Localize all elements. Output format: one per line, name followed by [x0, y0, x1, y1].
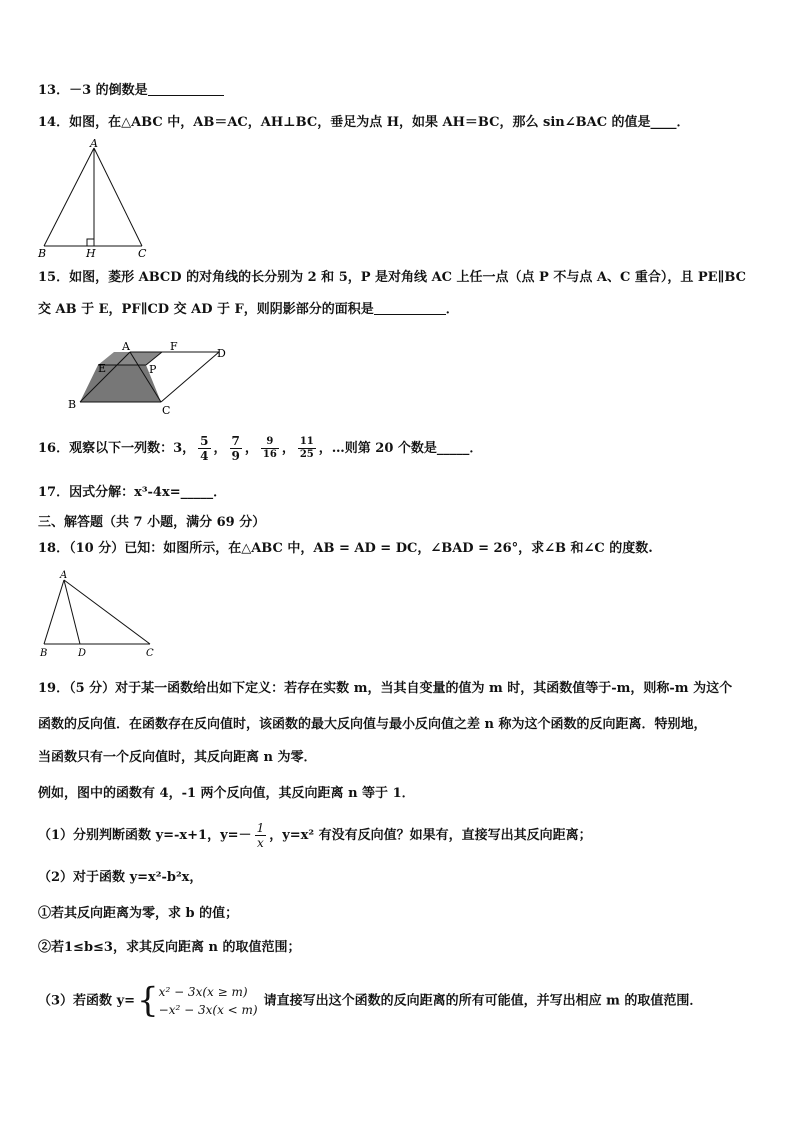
fraction-one-over-x: $\frac{1}{x}$ [256, 821, 265, 850]
answer-blank [148, 83, 224, 96]
question-16-prefix: 16．观察以下一列数：3， [38, 441, 196, 456]
label-b: B [38, 247, 47, 260]
question-15-text-2: 交 AB 于 E，PF∥CD 交 AD 于 F，则阴影部分的面积是 [38, 302, 374, 317]
question-18-text: 18．（10 分）已知：如图所示，在△ABC 中，AB = AD = DC，∠BAD = 26°，求∠B 和∠C 的度数. [38, 541, 653, 556]
label-a: A [90, 138, 98, 150]
question-19-part-1 [38, 818, 592, 854]
part-1-prefix: （1）分别判断函数 y=-x+1，y=－ [38, 828, 252, 843]
question-19-text-4: 例如，图中的函数有 4，-1 两个反向值，其反向距离 n 等于 1． [38, 786, 415, 801]
question-16-suffix: ，…则第 20 个数是_____． [318, 441, 483, 456]
part-3-prefix: （3）若函数 y= [38, 993, 136, 1009]
question-14-text: 14．如图，在△ABC 中，AB＝AC，AH⊥BC，垂足为点 H，如果 AH＝BC，那么 sin∠BAC 的值是____． [38, 115, 690, 130]
question-17 [38, 484, 226, 502]
question-15-line-1 [38, 269, 746, 287]
fraction-4: $\frac{11}{25}$ [299, 436, 314, 460]
question-19-line-3 [38, 749, 317, 767]
piecewise-function: { x² − 3x(x ≥ m) −x² − 3x(x < m) [137, 980, 258, 1021]
question-15-line-2: 交 AB 于 E，PF∥CD 交 AD 于 F，则阴影部分的面积是 ． [38, 302, 459, 317]
question-17-text: 17．因式分解：x³-4x=_____． [38, 485, 227, 500]
label-d: D [217, 347, 226, 360]
fraction-3: $\frac{9}{16}$ [262, 436, 277, 460]
question-18 [38, 540, 653, 558]
question-19-line-2 [38, 716, 707, 734]
figure-14-triangle [34, 138, 154, 260]
question-14 [38, 114, 690, 132]
label-b: B [40, 648, 48, 659]
label-f: F [170, 340, 178, 353]
question-19-part-2 [38, 869, 202, 887]
question-19-line-4 [38, 785, 415, 803]
part-2-2-text: ②若1≤b≤3，求其反向距离 n 的取值范围； [38, 940, 301, 955]
case-1: x² − 3x(x ≥ m) [158, 984, 248, 999]
case-2: −x² − 3x(x < m) [158, 1002, 258, 1017]
part-2-text: （2）对于函数 y=x²-b²x， [38, 870, 203, 885]
label-c: C [138, 247, 147, 260]
label-d: D [78, 648, 87, 659]
question-15-text-1: 15．如图，菱形 ABCD 的对角线的长分别为 2 和 5，P 是对角线 AC 上任一点（点 P 不与点 A、C 重合），且 PE∥BC [38, 270, 747, 285]
answer-blank [374, 302, 446, 315]
question-19-text-3: 当函数只有一个反向值时，其反向距离 n 为零． [38, 750, 317, 765]
label-e: E [98, 362, 107, 375]
label-a: A [60, 570, 68, 581]
question-16: 16．观察以下一列数：3， $\frac{5}{4}$ ， $\frac{7}{9}$ ， $\frac{9}{16}$ ， $\frac{11}{25}$ ，…则第 20 个数是_____． [38, 434, 483, 463]
part-1-suffix: ，y=x² 有没有反向值？如果有，直接写出其反向距离； [269, 828, 592, 843]
part-3-suffix: 请直接写出这个函数的反向距离的所有可能值，并写出相应 m 的取值范围． [263, 993, 703, 1009]
question-13-text: 13．－3 的倒数是 [38, 83, 148, 98]
fraction-1: $\frac{5}{4}$ [200, 434, 209, 463]
label-h: H [86, 247, 96, 260]
question-19-text-1: 19．（5 分）对于某一函数给出如下定义：若存在实数 m，当其自变量的值为 m 时，其函数值等于-m，则称-m 为这个 [38, 681, 733, 696]
label-c: C [146, 648, 154, 659]
figure-15-rhombus [64, 338, 244, 420]
figure-18-triangle [36, 568, 162, 660]
question-19-text-2: 函数的反向值．在函数存在反向值时，该函数的最大反向值与最小反向值之差 n 称为这个函数的反向距离．特别地， [38, 717, 707, 732]
section-title [38, 514, 265, 532]
label-p: P [149, 363, 157, 376]
label-b: B [68, 398, 77, 411]
part-2-1-text: ①若其反向距离为零，求 b 的值； [38, 906, 239, 921]
question-19-part-3 [38, 980, 702, 1023]
fraction-2: $\frac{7}{9}$ [231, 434, 240, 463]
label-c: C [162, 404, 171, 417]
section-3-title: 三、解答题（共 7 小题，满分 69 分） [38, 515, 266, 530]
question-19-line-1 [38, 680, 732, 698]
question-13 [38, 82, 224, 100]
label-a: A [122, 340, 130, 353]
question-19-part-2-2 [38, 939, 300, 957]
question-19-part-2-1 [38, 905, 238, 923]
